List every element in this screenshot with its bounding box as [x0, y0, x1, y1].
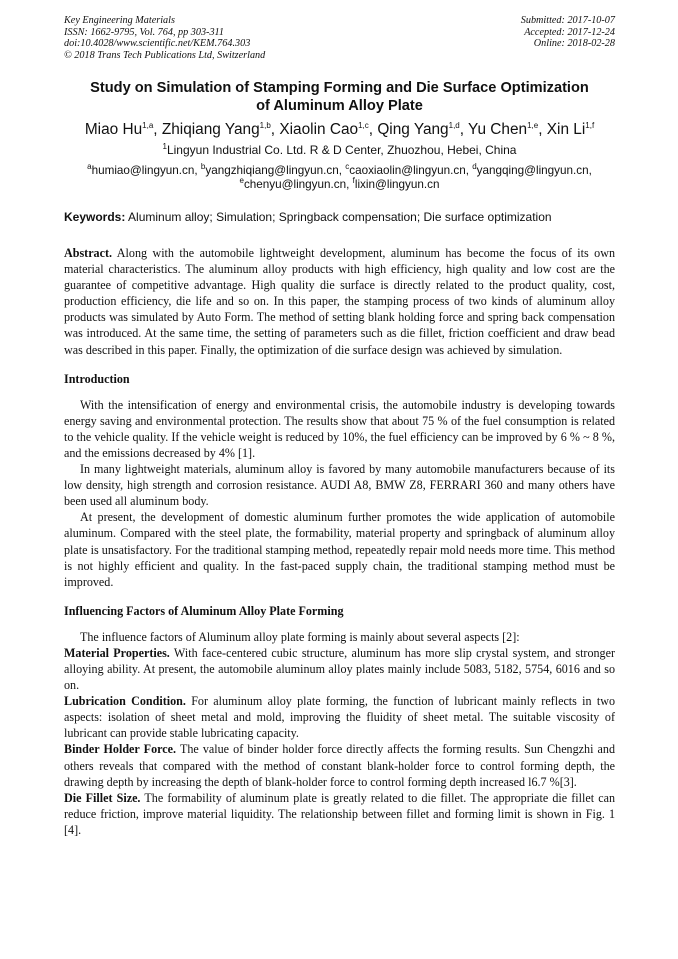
author-sup: 1,b — [259, 120, 271, 130]
author-name: Miao Hu — [84, 121, 143, 138]
factor-text: The formability of aluminum plate is greatly related to die fillet. The appropriate die fillet can reduce friction, improve material liquidity. The relationship between fillet and forming limit is shown in Fig. 1 [4]. — [64, 790, 616, 837]
keywords-label: Keywords: — [64, 210, 126, 224]
factor-label: Lubrication Condition. — [64, 694, 186, 709]
header-left — [64, 15, 265, 61]
journal-name: Key Engineering Materials — [64, 15, 175, 26]
factor-text: For aluminum alloy plate forming, the function of lubricant mainly reflects in two aspects: isolation of sheet metal and mold, improving the fluidity of sheet metal. The suitable viscosity of lubricant can provide stable lubricating capacity. — [64, 694, 615, 741]
copyright-line: © 2018 Trans Tech Publications Ltd, Switzerland — [64, 49, 266, 61]
factor-label: Die Fillet Size. — [64, 790, 141, 805]
affiliation-sup: 1 — [162, 142, 167, 151]
abstract-label: Abstract. — [64, 246, 113, 260]
factor-item — [64, 645, 615, 693]
author-name: Xin Li — [546, 121, 586, 138]
author-name: Qing Yang — [377, 121, 449, 138]
introduction-paragraph: In many lightweight materials, aluminum alloy is favored by many automobile manufacturers because of its low density, high strength and corrosion resistance. AUDI A8, BMW Z8, FERRARI 360 and many others have been used all aluminum body. — [64, 462, 615, 509]
email-sup: c — [345, 162, 350, 172]
factors-intro: The influence factors of Aluminum alloy plate forming is mainly about several aspects [2]: — [80, 629, 520, 644]
email-address[interactable]: yangqing@lingyun.cn — [476, 164, 589, 177]
author-sup: 1,e — [527, 120, 539, 130]
accepted-date: Accepted: 2017-12-24 — [524, 26, 615, 38]
email-address[interactable]: caoxiaolin@lingyun.cn — [349, 164, 466, 177]
title-line-2: of Aluminum Alloy Plate — [256, 98, 423, 114]
email-address[interactable]: chenyu@lingyun.cn — [243, 178, 347, 191]
email-address[interactable]: yangzhiqiang@lingyun.cn — [205, 164, 339, 177]
factor-text: With face-centered cubic structure, aluminum has more slip crystal system, and stronger alloying ability. At present, the automobile aluminum alloy plates mainly include 5083, 5182, 5754, 6016 and so on. — [64, 645, 615, 693]
email-address[interactable]: lixin@lingyun.cn — [354, 178, 440, 191]
title-line-1: Study on Simulation of Stamping Forming and Die Surface Optimization — [90, 80, 589, 96]
doi-line: doi:10.4028/www.scientific.net/KEM.764.303 — [64, 38, 251, 49]
factor-label: Binder Holder Force. — [64, 742, 177, 757]
factor-text: The value of binder holder force directly affects the forming results. Sun Chengzhi and others reveals that compared with the method of constant blank-holder force to control forming depth, the drawing depth by increasing the depth of blank-holder force to control forming depth increased l6.7 %[3]. — [64, 742, 616, 789]
author-sup: 1,a — [142, 120, 154, 130]
author-sup: 1,f — [585, 120, 595, 130]
introduction-paragraph: With the intensification of energy and environmental crisis, the automobile industry is developing towards energy saving and environmental protection. The results show that about 75 % of the fuel consumption is related to the vehicle quality. If the vehicle weight is reduced by 10%, the fuel efficiency can be improved by 6 % ~ 8 %, and the emissions decreased by 4% [1]. — [64, 397, 615, 460]
email-list: $^a$humiao@lingyun.cn, $^b$yangzhiqiang@lingyun.cn, $^c$caoxiaolin@lingyun.cn, $^d$yangqing@lingyun.cn, $^e$chenyu@lingyun.cn, $^f$lixin@lingyun.cn — [87, 162, 592, 191]
affiliation — [64, 142, 615, 158]
online-date: Online: 2018-02-28 — [533, 38, 615, 49]
email-sup: d — [472, 162, 477, 172]
author-list: Miao Hu$^{1,a}$, Zhiqiang Yang$^{1,b}$, Xiaolin Cao$^{1,c}$, Qing Yang$^{1,d}$, Yu Chen$^{1,e}$, Xin Li$^{1,f}$ — [84, 120, 595, 138]
factors-heading: Influencing Factors of Aluminum Alloy Plate Forming — [64, 603, 344, 618]
factor-label: Material Properties. — [64, 645, 170, 660]
email-address[interactable]: humiao@lingyun.cn — [91, 164, 195, 177]
keywords-text: Aluminum alloy; Simulation; Springback compensation; Die surface optimization — [128, 210, 552, 224]
factor-item — [64, 790, 615, 838]
author-name: Yu Chen — [468, 121, 528, 138]
paper-title — [64, 79, 615, 115]
author-name: Zhiqiang Yang — [161, 121, 260, 138]
email-sup: b — [200, 162, 206, 172]
paper-page — [64, 15, 615, 838]
author-sup: 1,c — [358, 120, 369, 130]
introduction-heading: Introduction — [64, 371, 130, 386]
header-right — [521, 15, 615, 61]
journal-header — [64, 15, 615, 61]
email-sup: f — [352, 176, 355, 186]
issn-line: ISSN: 1662-9795, Vol. 764, pp 303-311 — [64, 26, 224, 38]
author-sup: 1,d — [448, 120, 460, 130]
email-sup: e — [239, 176, 244, 186]
submitted-date: Submitted: 2017-10-07 — [520, 15, 615, 26]
affiliation-text: Lingyun Industrial Co. Ltd. R & D Center, Zhuozhou, Hebei, China — [166, 143, 517, 157]
email-sup: a — [87, 162, 92, 172]
introduction-paragraph: At present, the development of domestic aluminum further promotes the wide application of automobile aluminum. Compared with the steel plate, the formability, material property and springback of aluminum alloy plate is unsatisfactory. For the traditional stamping method, repeatedly repair mold needs more time. This method is not highly efficient and quality. In the fast-paced supply chain, the traditional stamping method must be improved. — [64, 510, 615, 589]
abstract-text: Along with the automobile lightweight development, aluminum has become the focus of its own material characteristics. The aluminum alloy products with high efficiency, high quality and low cost are the guarantee of competitive advantage. High quality die surface is directly related to the product quality, cost, production efficiency, die life and so on. In this paper, the stamping process of two kinds of aluminum alloy products was simulated by Auto Form. The method of setting blank holding force and spring back compensation was introduced. At the same time, the setting of parameters such as die fillet, friction coefficient and draw bead was described in this paper. Finally, the optimization of die surface design was achieved by simulation. — [64, 246, 615, 357]
factor-item — [64, 693, 615, 741]
factor-item — [64, 741, 615, 789]
keywords — [64, 210, 615, 225]
author-name: Xiaolin Cao — [279, 121, 359, 138]
abstract — [64, 245, 615, 358]
